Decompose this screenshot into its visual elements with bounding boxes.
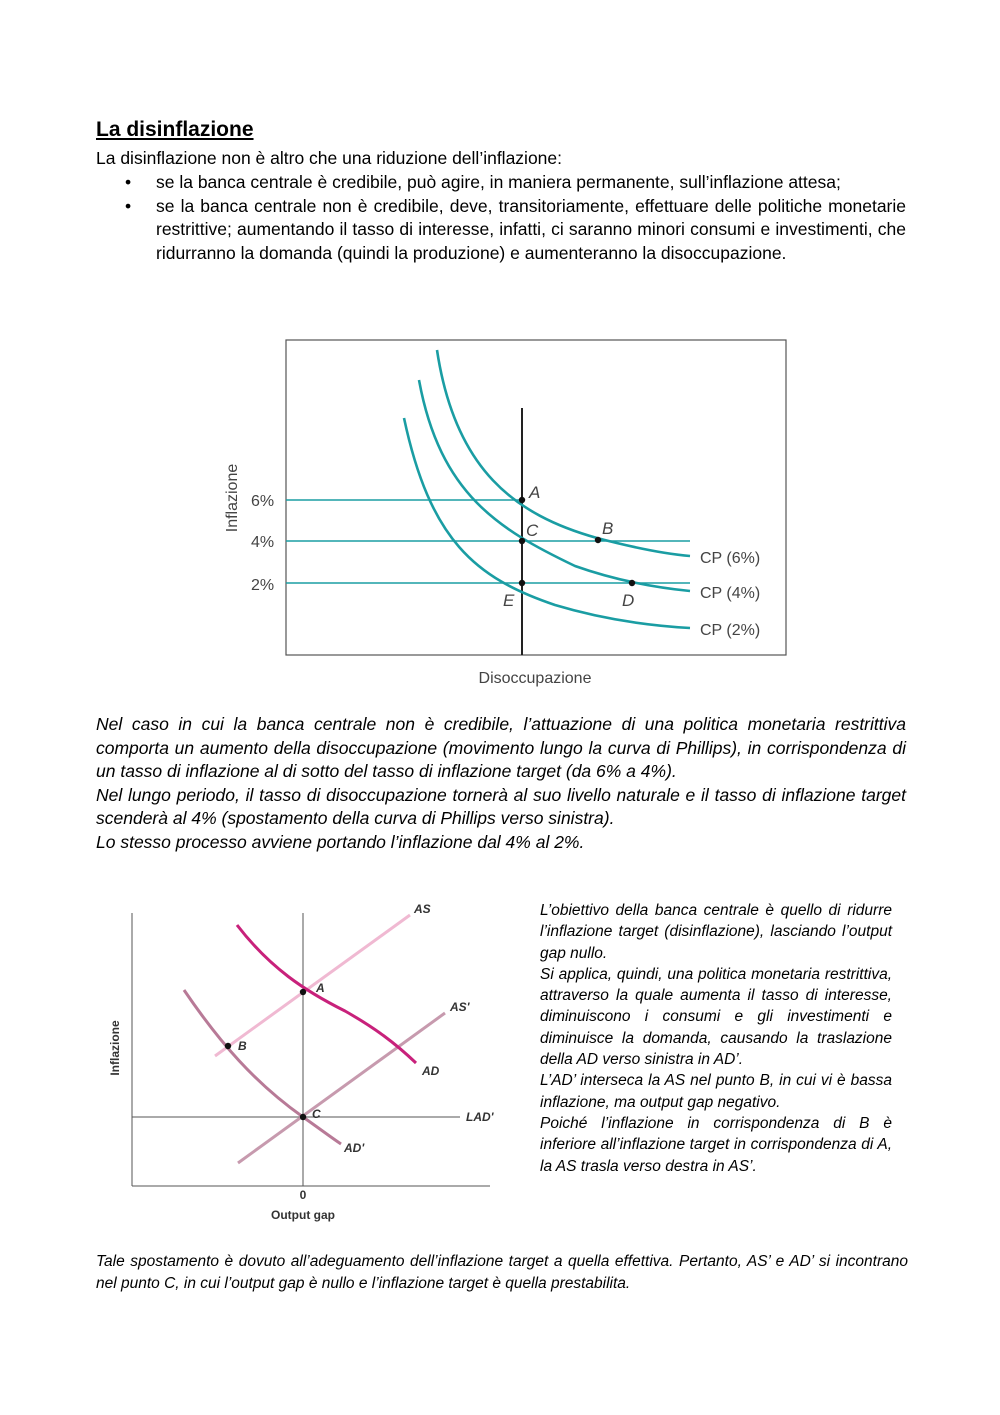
- point-e: [519, 580, 525, 586]
- label-as-prime: AS': [450, 1000, 470, 1014]
- point-a: [519, 497, 525, 503]
- paragraph: Nel caso in cui la banca centrale non è credibile, l’attuazione di una politica monetaria restrittiva comporta un aumento della disoccupazione (movimento lungo la curva di Phillips), in corrispondenza di un tasso di inflazione al di sotto del tasso di inflazione target (da 6% a 4%).: [96, 714, 906, 781]
- point-b: [225, 1043, 231, 1049]
- paragraph: Nel lungo periodo, il tasso di disoccupazione tornerà al suo livello naturale e il tasso di inflazione target scenderà al 4% (spostamento della curva di Phillips verso sinistra).: [96, 784, 906, 828]
- y-axis-label: Inflazione: [108, 1020, 122, 1076]
- label-cp-6: CP (6%): [700, 550, 761, 567]
- side-explanation: [540, 900, 892, 1177]
- as-prime-curve: [238, 1013, 445, 1163]
- curve-cp-2: [404, 418, 690, 628]
- intro-text: La disinflazione non è altro che una riduzione dell’inflazione:: [96, 148, 563, 168]
- closing-paragraph: Tale spostamento è dovuto all’adeguamento dell’inflazione target a quella effettiva. Pertanto, AS’ e AD’ si incontrano nel punto C, in cui l’output gap è nullo e l’inflazione target è quella prestabilita.: [96, 1253, 908, 1292]
- label-point-a: A: [529, 483, 541, 502]
- bullet-icon: •: [125, 172, 132, 192]
- page-title: La disinflazione: [96, 118, 254, 141]
- label-point-b: B: [602, 519, 614, 538]
- label-point-b: B: [238, 1039, 247, 1053]
- y-axis-label: Inflazione: [224, 463, 241, 533]
- bullet-text: se la banca centrale è credibile, può agire, in maniera permanente, sull’inflazione attesa;: [156, 172, 841, 192]
- side-paragraph: L’obiettivo della banca centrale è quello di ridurre l’inflazione target (disinflazione), lasciando l’output gap nullo.: [540, 902, 892, 962]
- side-paragraph: L’AD’ interseca la AS nel punto B, in cui vi è bassa inflazione, ma output gap negativo.: [540, 1072, 892, 1111]
- label-point-d: D: [622, 591, 635, 610]
- label-as: AS: [414, 902, 431, 916]
- side-paragraph: Poiché l’inflazione in corrispondenza di B è inferiore all’inflazione target in corrispondenza di A, la AS trasla verso destra in AS’.: [540, 1114, 892, 1175]
- label-point-c: C: [526, 521, 539, 540]
- label-point-a: A: [316, 981, 325, 995]
- tick-6: 6%: [251, 493, 275, 510]
- point-c: [300, 1114, 306, 1120]
- label-point-c: C: [312, 1107, 321, 1121]
- bullet-list: [96, 171, 906, 265]
- list-item: [96, 171, 906, 195]
- tick-zero: 0: [299, 1188, 307, 1202]
- point-c: [519, 538, 525, 544]
- point-b: [595, 537, 601, 543]
- bullet-icon: •: [125, 195, 132, 216]
- x-axis-label: Output gap: [271, 1208, 335, 1222]
- tick-4: 4%: [251, 534, 275, 551]
- label-point-e: E: [503, 591, 515, 610]
- label-cp-4: CP (4%): [700, 585, 761, 602]
- point-a: [300, 989, 306, 995]
- paragraph: Lo stesso processo avviene portando l’inflazione dal 4% al 2%.: [96, 831, 585, 852]
- bullet-text: se la banca centrale non è credibile, deve, transitoriamente, effettuare delle politiche monetarie restrittive; aumentando il tasso di interesse, infatti, ci saranno minori consumi e investimenti, che ridurranno la domanda (quindi la produzione) e aumenteranno la disoccupazione.: [156, 195, 906, 263]
- as-ad-figure: [100, 893, 500, 1223]
- point-d: [629, 580, 635, 586]
- x-axis-label: Disoccupazione: [478, 670, 592, 687]
- label-ad: AD: [422, 1064, 440, 1078]
- ad-curve: [237, 925, 416, 1063]
- label-lad-prime: LAD': [466, 1110, 494, 1124]
- curve-cp-4: [419, 380, 690, 591]
- explanation-paragraphs: [96, 713, 906, 854]
- side-paragraph: Si applica, quindi, una politica monetaria restrittiva, attraverso la quale aumenta il tasso di interesse, diminuiscono i consumi e gli investimenti e diminuisce la domanda, causando la traslazione della AD verso sinistra in AD’.: [540, 965, 892, 1069]
- label-ad-prime: AD': [344, 1141, 365, 1155]
- tick-2: 2%: [251, 577, 275, 594]
- curve-cp-6: [437, 350, 690, 556]
- label-cp-2: CP (2%): [700, 622, 761, 639]
- list-item: [96, 195, 906, 266]
- phillips-curve-figure: [215, 330, 795, 692]
